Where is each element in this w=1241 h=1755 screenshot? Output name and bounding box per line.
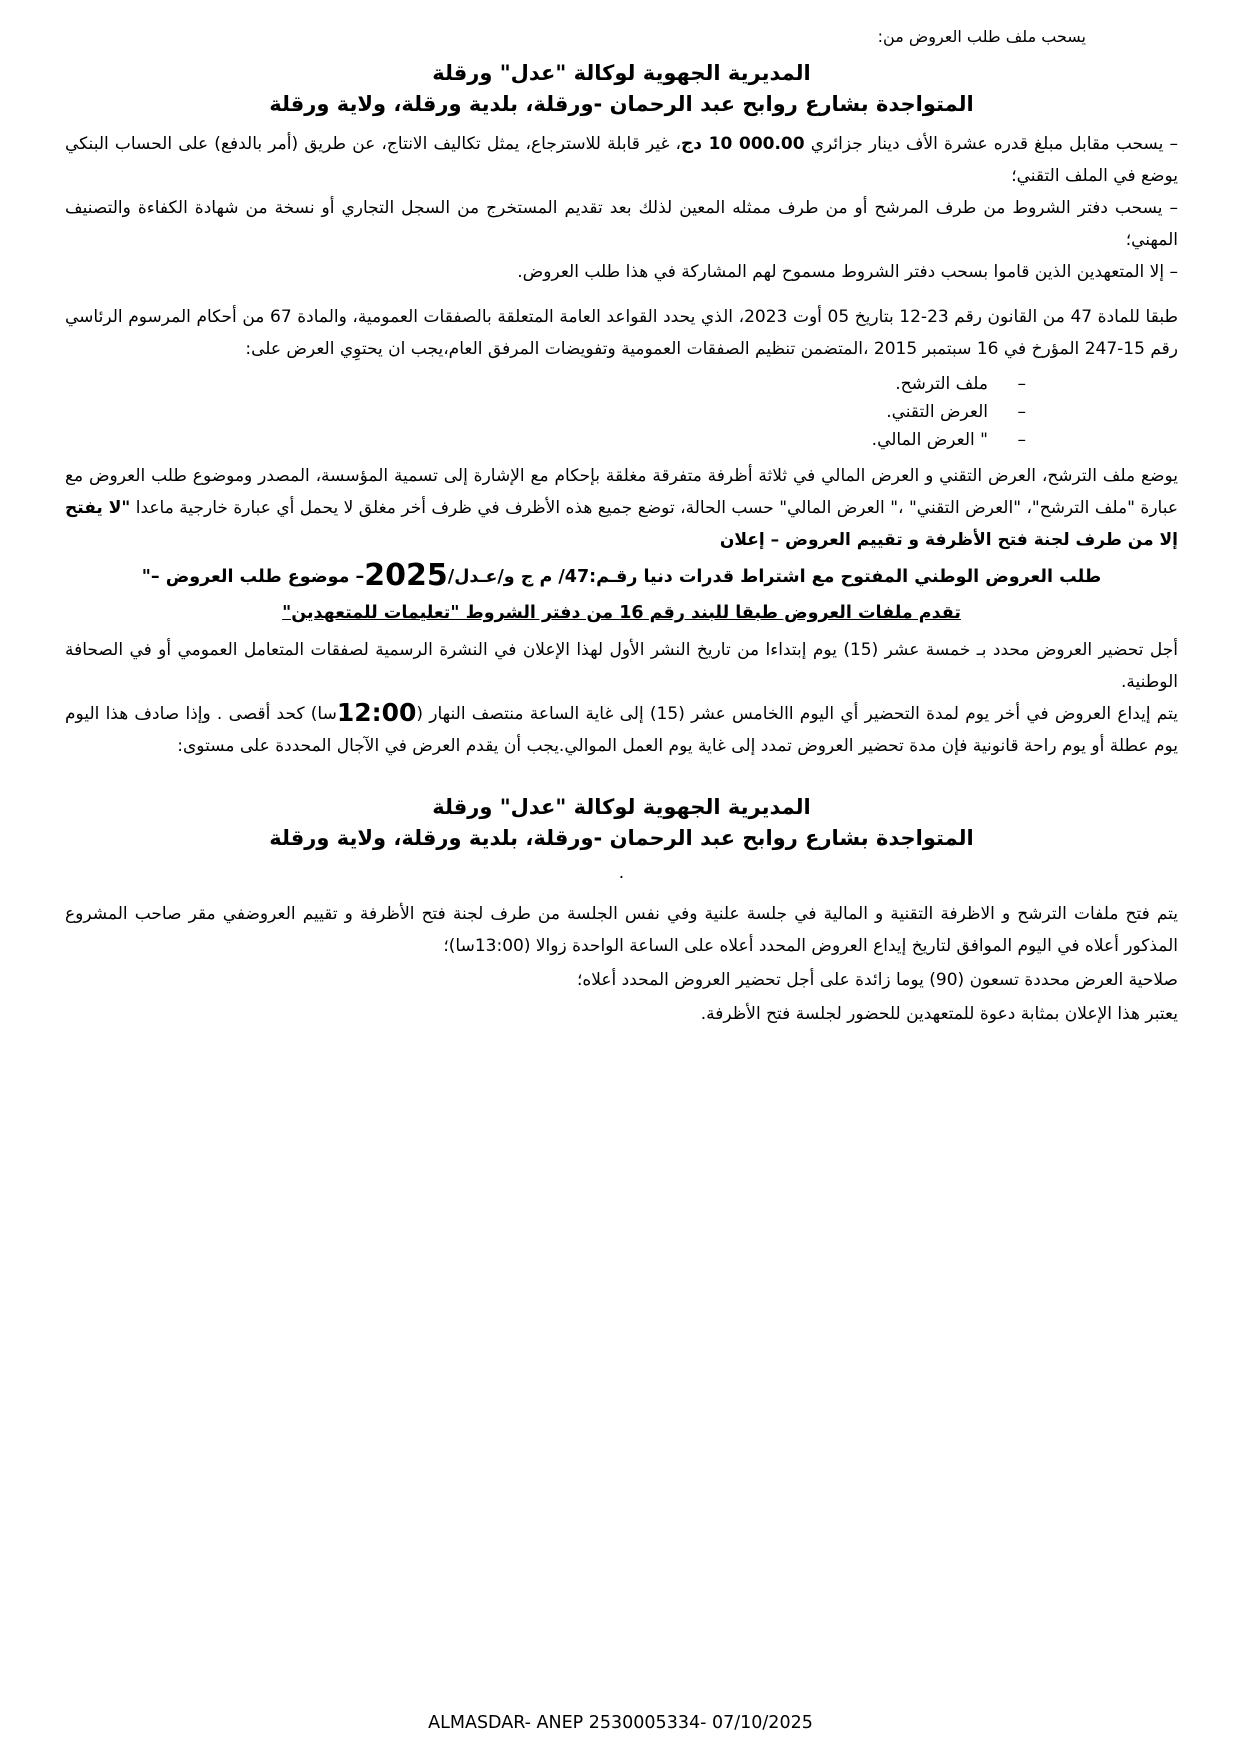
dash-bullet: –	[1017, 430, 1026, 450]
tender-title-post: – موضوع طلب العروض –"	[141, 567, 365, 587]
legal-basis-paragraph: طبقا للمادة 47 من القانون رقم 23-12 بتاريخ 05 أوت 2023، الذي يحدد القواعد العامة المتعلقة بالصفقات العمومية، والمادة 67 من أحكام المرسوم الرئاسي رقم 15-247 المؤرخ في 16 سبتمبر 2015 ،المتضمن تنظيم الصفقات العمومية وتفويضات المرفق العام،يجب ان يحتوِي العرض على:	[65, 307, 1178, 359]
org-title-repeat: المديرية الجهوية لوكالة "عدل" ورقلة	[432, 795, 811, 819]
fee-clause	[65, 128, 1178, 192]
tender-reference-line	[65, 556, 1178, 598]
offer-validity-paragraph: صلاحية العرض محددة تسعون (90) يوما زائدة على أجل تحضير العروض المحدد أعلاه؛	[576, 970, 1178, 990]
fee-clause-post: ، غير قابلة للاسترجاع، يمثل تكاليف الانتاج، عن طريق (أمر بالدفع) على الحساب البنكي يوضع في الملف التقني؛	[65, 134, 1178, 186]
deposit-post: سا) كحد أقصى . وإذا صادف هذا اليوم يوم عطلة أو يوم راحة قانونية فإن مدة تحضير العروض تمدد إلى غاية يوم العمل الموالي.يجب أن يقدم العرض في الآجال المحددة على مستوى:	[65, 704, 1178, 756]
preparation-period-paragraph: أجل تحضير العروض محدد بـ خمسة عشر (15) يوم إبتداءا من تاريخ النشر الأول لهذا الإعلان في النشرة الرسمية لصفقات المتعامل العمومي أو في الصحافة الوطنية.	[65, 640, 1179, 692]
withdrawal-terms-list	[65, 128, 1178, 288]
org-title: المديرية الجهوية لوكالة "عدل" ورقلة	[432, 61, 811, 85]
list-item-label: ملف الترشح.	[895, 374, 988, 394]
envelope-body: يوضع ملف الترشح، العرض التقني و العرض المالي في ثلاثة أظرفة متفرقة مغلقة بإحكام مع الإشارة إلى تسمية المؤسسة، المصدر وموضوع طلب العروض مع عبارة "ملف الترشح"، "العرض التقني" ،" العرض المالي" حسب الحالة، توضع جميع هذه الأظرف في ظرف أخر مغلق لا يحمل أي عبارة خارجية ماعدا	[65, 466, 1178, 518]
org-block-repeat	[65, 792, 1178, 888]
list-item-technical-offer	[65, 398, 1178, 426]
deposit-pre: يتم إيداع العروض في أخر يوم لمدة التحضير أي اليوم االخامس عشر (15) إلى غاية الساعة منتصف النهار (	[416, 704, 1178, 724]
org-address-repeat: المتواجدة بشارع روابح عبد الرحمان -ورقلة، بلدية ورقلة، ولاية ورقلة	[269, 826, 974, 850]
dash-bullet: –	[1017, 402, 1026, 422]
deposit-deadline-paragraph	[65, 698, 1178, 762]
list-item-label: العرض التقني.	[886, 402, 988, 422]
dash-bullet: –	[1017, 374, 1026, 394]
fee-amount-number: 10 000.00	[708, 134, 805, 154]
representative-clause: – يسحب دفتر الشروط من طرف المرشح أو من طرف ممثله المعين لذلك بعد تقديم المستخرج من السجل التجاري أو نسخة من شهادة الكفاءة والتصنيف المهني؛	[65, 198, 1178, 250]
list-item-financial-offer	[65, 426, 1178, 454]
anep-footer: ALMASDAR- ANEP 2530005334- 07/10/2025	[428, 1713, 813, 1733]
envelope-instructions	[65, 460, 1178, 556]
withdraw-from-line: يسحب ملف طلب العروض من:	[877, 27, 1086, 46]
offer-components-list	[65, 370, 1178, 454]
list-item-candidacy-file	[65, 370, 1178, 398]
opening-session-paragraph: يتم فتح ملفات الترشح و الاظرفة التقنية و المالية في جلسة علنية وفي نفس الجلسة من طرف لجنة فتح الأظرفة و تقييم العروضفي مقر صاحب المشروع المذكور أعلاه في اليوم الموافق لتاريخ إيداع العروض المحدد أعلاه على الساعة الواحدة زوالا (13:00سا)؛	[65, 904, 1178, 956]
list-item-label: " العرض المالي.	[871, 430, 988, 450]
tender-year: 2025	[364, 558, 448, 593]
fee-amount-currency: دج	[681, 134, 709, 154]
tender-title-pre: طلب العروض الوطني المفتوح مع اشتراط قدرات دنيا رقـم:47/ م ج و/عـدل/	[447, 567, 1102, 587]
dot-line: .	[618, 863, 625, 883]
org-address: المتواجدة بشارع روابح عبد الرحمان -ورقلة، بلدية ورقلة، ولاية ورقلة	[269, 92, 974, 116]
deposit-time: 12:00	[336, 698, 417, 727]
submission-note: تقدم ملفات العروض طبقا للبند رقم 16 من دفتر الشروط "تعليمات للمتعهدين"	[282, 603, 961, 623]
invitation-paragraph: يعتبر هذا الإعلان بمثابة دعوة للمتعهدين للحضور لجلسة فتح الأظرفة.	[700, 1004, 1178, 1024]
fee-clause-pre: – يسحب مقابل مبلغ قدره عشرة الأف دينار جزائري	[804, 134, 1178, 154]
sealed-envelope-warning: "لا يفتح إلا من طرف لجنة فتح الأظرفة و تقييم العروض – إعلان	[65, 498, 1178, 550]
participation-clause: – إلا المتعهدين الذين قاموا بسحب دفتر الشروط مسموح لهم المشاركة في هذا طلب العروض.	[517, 262, 1178, 282]
